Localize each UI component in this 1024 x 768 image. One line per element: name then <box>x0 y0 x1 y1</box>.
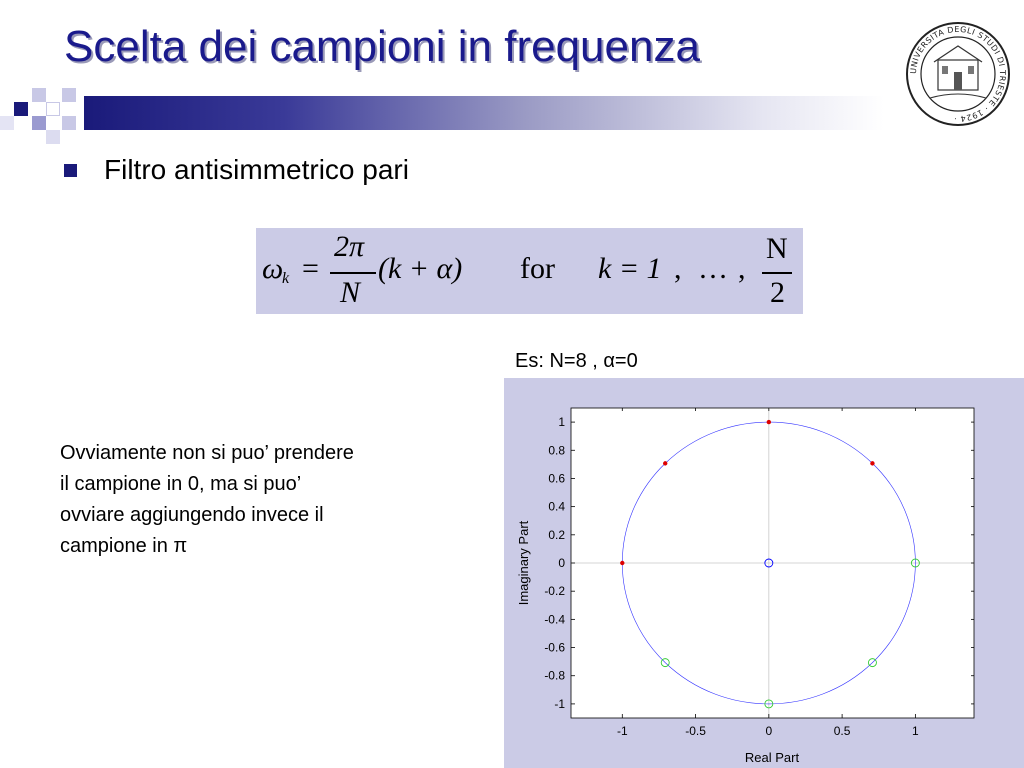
y-tick-label: 0.2 <box>548 527 565 542</box>
x-tick-label: 0 <box>765 724 773 738</box>
formula-n-numerator: N <box>766 232 788 265</box>
x-tick-label: 0.5 <box>833 724 851 738</box>
formula-denominator: N <box>340 276 361 309</box>
formula-comma: , <box>738 252 746 285</box>
formula-comma: , <box>674 252 682 285</box>
svg-text:UNIVERSITA DEGLI STUDI DI TRIE: UNIVERSITA DEGLI STUDI DI TRIESTE · 1924 · <box>908 24 1008 124</box>
x-tick-label: -1 <box>616 724 628 738</box>
side-note-line: campione in π <box>60 535 188 557</box>
formula-for: for <box>520 252 555 285</box>
decor-square <box>32 116 46 130</box>
data-point <box>620 561 624 565</box>
x-tick-label: 1 <box>912 724 919 738</box>
decor-square <box>46 130 60 144</box>
decor-square <box>62 88 76 102</box>
university-seal-logo <box>904 20 1012 128</box>
side-note-line: ovviare aggiungendo invece il <box>60 504 324 526</box>
formula-ellipsis: … <box>698 252 728 285</box>
y-tick-label: -0.6 <box>544 640 565 655</box>
pole-zero-plot <box>504 378 1024 768</box>
decor-square <box>62 116 76 130</box>
bullet-text: Filtro antisimmetrico pari <box>104 154 409 185</box>
decor-square <box>14 102 28 116</box>
y-tick-label: 0.6 <box>548 471 565 486</box>
y-tick-label: -0.8 <box>544 668 565 683</box>
y-tick-label: -0.2 <box>544 584 565 599</box>
y-tick-label: 0.8 <box>548 443 565 458</box>
y-tick-label: 1 <box>558 415 565 430</box>
side-note <box>60 438 450 562</box>
data-point <box>767 420 771 424</box>
y-tick-label: 0.4 <box>548 499 565 514</box>
y-tick-label: -1 <box>554 696 565 711</box>
formula-subscript: k <box>282 270 290 287</box>
formula-k-equals: k = 1 <box>598 252 662 285</box>
formula-n-denominator: 2 <box>770 276 785 309</box>
y-axis-label: Imaginary Part <box>516 520 531 606</box>
data-point <box>870 461 874 465</box>
formula-omega: ω <box>262 252 284 285</box>
example-label: Es: N=8 , α=0 <box>515 350 638 372</box>
x-axis-label: Real Part <box>744 750 800 765</box>
decor-square <box>0 116 14 130</box>
slide-title: Scelta dei campioni in frequenza <box>64 22 700 71</box>
y-tick-label: -0.4 <box>544 612 565 627</box>
x-tick-label: -0.5 <box>685 724 706 738</box>
formula-fraction-line <box>762 272 792 274</box>
decor-square <box>46 102 60 116</box>
data-point <box>663 461 667 465</box>
bullet-marker <box>64 164 77 177</box>
side-note-line: il campione in 0, ma si puo’ <box>60 473 302 495</box>
side-note-line: Ovviamente non si puo’ prendere <box>60 442 354 464</box>
decor-square <box>32 88 46 102</box>
formula-numerator: 2π <box>334 230 365 263</box>
y-tick-label: 0 <box>558 556 565 570</box>
title-underline-band <box>84 96 884 130</box>
formula-parenthesis: (k + α) <box>378 252 463 285</box>
formula-fraction-line <box>330 272 376 274</box>
formula-box <box>256 228 803 314</box>
formula-equals: = <box>302 252 319 285</box>
